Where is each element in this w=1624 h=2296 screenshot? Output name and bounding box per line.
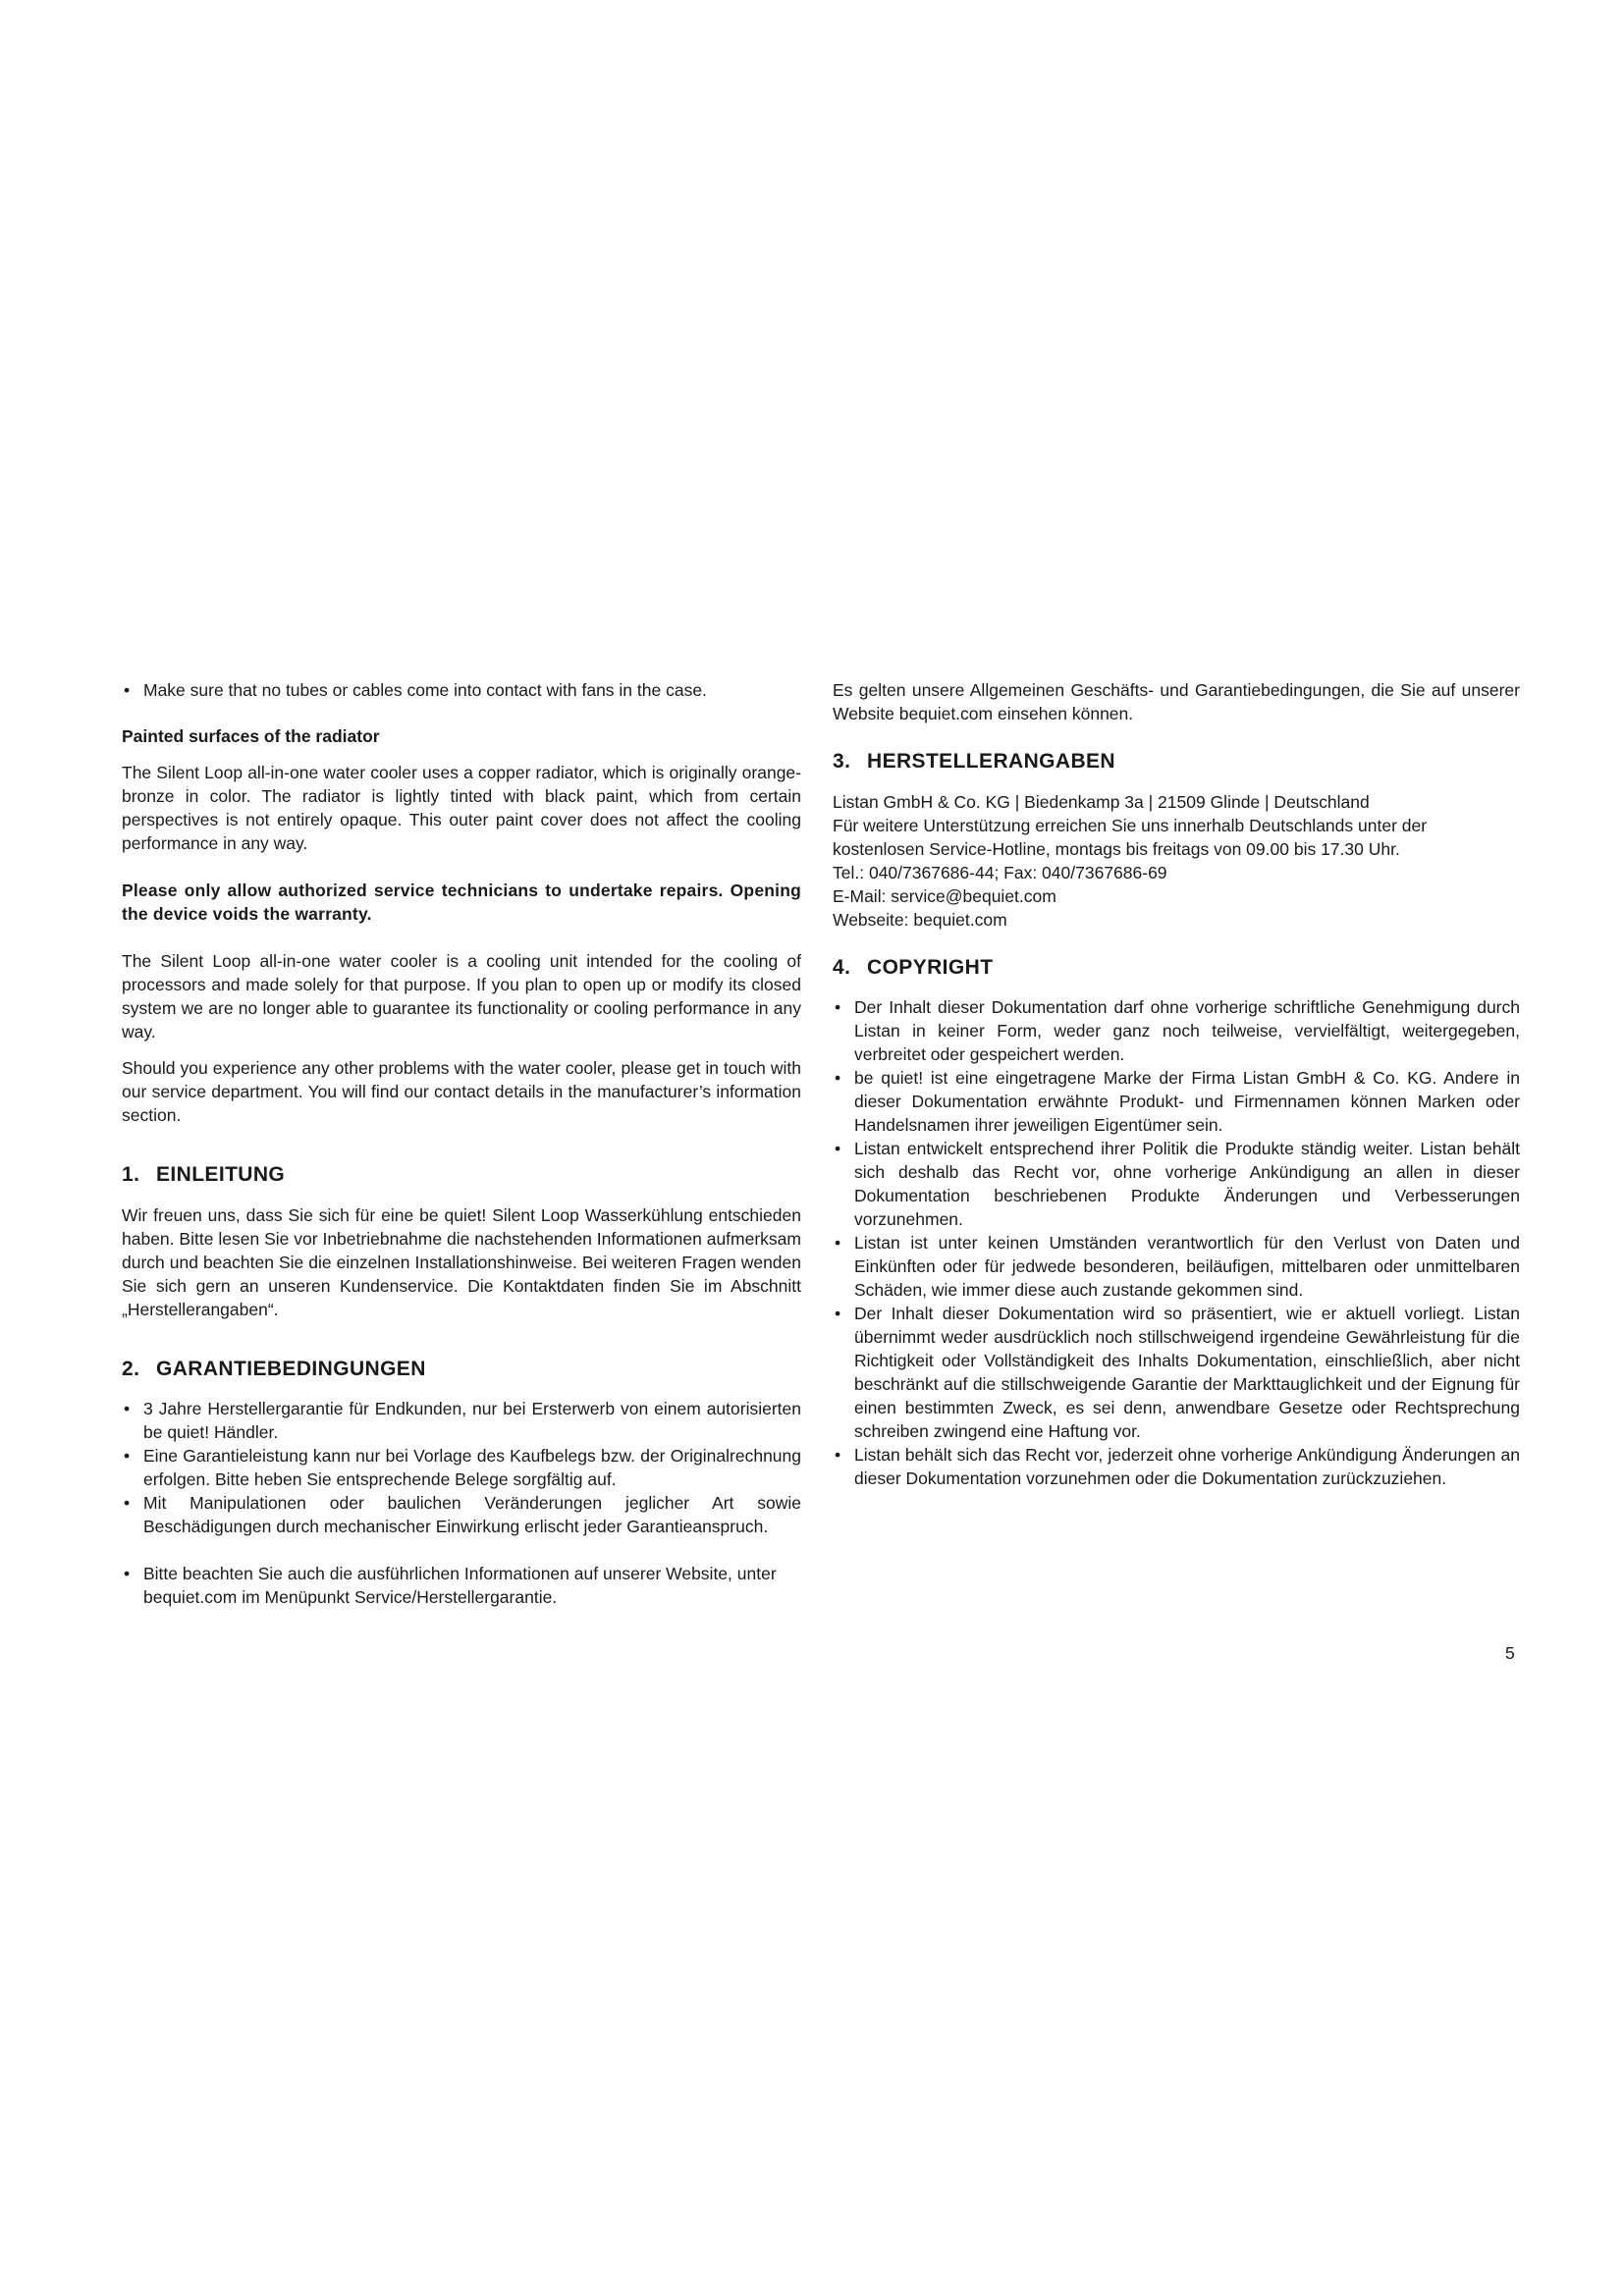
section-title: COPYRIGHT <box>867 956 994 979</box>
section-number: 4. <box>833 956 851 979</box>
list-item: • Eine Garantieleistung kann nur bei Vorlage des Kaufbelegs bzw. der Originalrechnung erfolgen. Bitte heben Sie entsprechende Belege sorgfältig auf. <box>122 1444 801 1491</box>
garantie-list <box>122 1397 801 1538</box>
einleitung-text: Wir freuen uns, dass Sie sich für eine be quiet! Silent Loop Wasserkühlung entschieden haben. Bitte lesen Sie vor Inbetriebnahme die nachstehenden Informationen aufmerksam durch und beachten Sie die einzelnen Installationshinweise. Bei weiteren Fragen wenden Sie sich gern an unseren Kundenservice. Die Kontaktdaten finden Sie im Abschnitt „Herstellerangaben“. <box>122 1205 801 1319</box>
painted-surfaces-heading: Painted surfaces of the radiator <box>122 726 380 746</box>
section-title: EINLEITUNG <box>156 1163 286 1186</box>
manufacturer-phone: Tel.: 040/7367686-44; Fax: 040/7367686-69 <box>833 863 1167 882</box>
list-item: • Der Inhalt dieser Dokumentation wird so präsentiert, wie er aktuell vorliegt. Listan übernimmt weder ausdrücklich noch stillschweigend irgendeine Gewährleistung für die Richtigkeit oder Vollständigkeit des Inhalts Dokumentation, einschließlich, aber nicht beschränkt auf die stillschweigende Garantie der Markttauglichkeit und der Eignung für einen bestimmten Zweck, es sei denn, anwendbare Gesetze oder Rechtsprechung schreiben zwingend eine Haftung vor. <box>833 1302 1520 1443</box>
section-number: 2. <box>122 1358 140 1380</box>
copyright-list <box>833 995 1520 1490</box>
list-item: • Mit Manipulationen oder baulichen Veränderungen jeglicher Art sowie Beschädigungen durch mechanischer Einwirkung erlischt jeder Garantieanspruch. <box>122 1491 801 1538</box>
section-heading-einleitung <box>122 1162 801 1188</box>
right-column <box>833 678 1520 1490</box>
section-title: HERSTELLERANGABEN <box>867 750 1115 773</box>
list-item: • Der Inhalt dieser Dokumentation darf ohne vorherige schriftliche Genehmigung durch Listan in keiner Form, weder ganz noch teilweise, vervielfältigt, weitergegeben, verbreitet oder gespeichert werden. <box>833 995 1520 1066</box>
list-item: • Listan ist unter keinen Umständen verantwortlich für den Verlust von Daten und Einkünften oder für jedwede besonderen, beiläufigen, mittelbaren oder unmittelbaren Schäden, wie immer diese auch zustande gekommen sind. <box>833 1231 1520 1302</box>
repair-warning: Please only allow authorized service technicians to undertake repairs. Opening the device voids the warranty. <box>122 881 801 924</box>
list-item: • 3 Jahre Herstellergarantie für Endkunden, nur bei Ersterwerb von einem autorisierten be quiet! Händler. <box>122 1397 801 1444</box>
left-column <box>122 678 801 1609</box>
terms-text: Es gelten unsere Allgemeinen Geschäfts- und Garantiebedingungen, die Sie auf unserer Website bequiet.com einsehen können. <box>833 680 1520 723</box>
section-number: 3. <box>833 750 851 773</box>
section-heading-herstellerangaben <box>833 749 1520 774</box>
list-item: • be quiet! ist eine eingetragene Marke der Firma Listan GmbH & Co. KG. Andere in dieser Dokumentation erwähnte Produkt- und Firmennamen können Marken oder Handelsnamen ihrer jeweiligen Eigentümer sein. <box>833 1066 1520 1137</box>
manufacturer-support: Für weitere Unterstützung erreichen Sie uns innerhalb Deutschlands unter der kostenlosen Service-Hotline, montags bis freitags von 09.00 bis 17.30 Uhr. <box>833 816 1428 859</box>
manufacturer-info <box>833 790 1520 932</box>
section-title: GARANTIEBEDINGUNGEN <box>156 1358 426 1380</box>
cooling-unit-text: The Silent Loop all-in-one water cooler is a cooling unit intended for the cooling of processors and made solely for that purpose. If you plan to open up or modify its closed system we are no longer able to guarantee its functionality or cooling performance in any way. <box>122 951 801 1041</box>
section-heading-garantie <box>122 1357 801 1382</box>
section-number: 1. <box>122 1163 140 1186</box>
section-heading-copyright <box>833 955 1520 981</box>
garantie-extra-bullet: • Bitte beachten Sie auch die ausführlichen Informationen auf unserer Website, unter bequiet.com im Menüpunkt Service/Herstellergarantie. <box>122 1562 801 1609</box>
intro-bullet: • Make sure that no tubes or cables come into contact with fans in the case. <box>122 678 801 702</box>
manufacturer-website: Webseite: bequiet.com <box>833 910 1007 930</box>
problems-text: Should you experience any other problems with the water cooler, please get in touch with our service department. You will find our contact details in the manufacturer’s information section. <box>122 1058 801 1125</box>
manufacturer-email: E-Mail: service@bequiet.com <box>833 886 1056 906</box>
painted-surfaces-text: The Silent Loop all-in-one water cooler uses a copper radiator, which is originally orange-bronze in color. The radiator is lightly tinted with black paint, which from certain perspectives is not entirely opaque. This outer paint cover does not affect the cooling performance in any way. <box>122 763 801 853</box>
list-item: • Listan entwickelt entsprechend ihrer Politik die Produkte ständig weiter. Listan behält sich deshalb das Recht vor, ohne vorherige Ankündigung an allen in dieser Dokumentation beschriebenen Produkte Änderungen und Verbesserungen vorzunehmen. <box>833 1137 1520 1231</box>
list-item: • Listan behält sich das Recht vor, jederzeit ohne vorherige Ankündigung Änderungen an dieser Dokumentation vorzunehmen oder die Dokumentation zurückzuziehen. <box>833 1443 1520 1490</box>
page-number: 5 <box>1505 1643 1515 1663</box>
manufacturer-address: Listan GmbH & Co. KG | Biedenkamp 3a | 21509 Glinde | Deutschland <box>833 792 1370 812</box>
